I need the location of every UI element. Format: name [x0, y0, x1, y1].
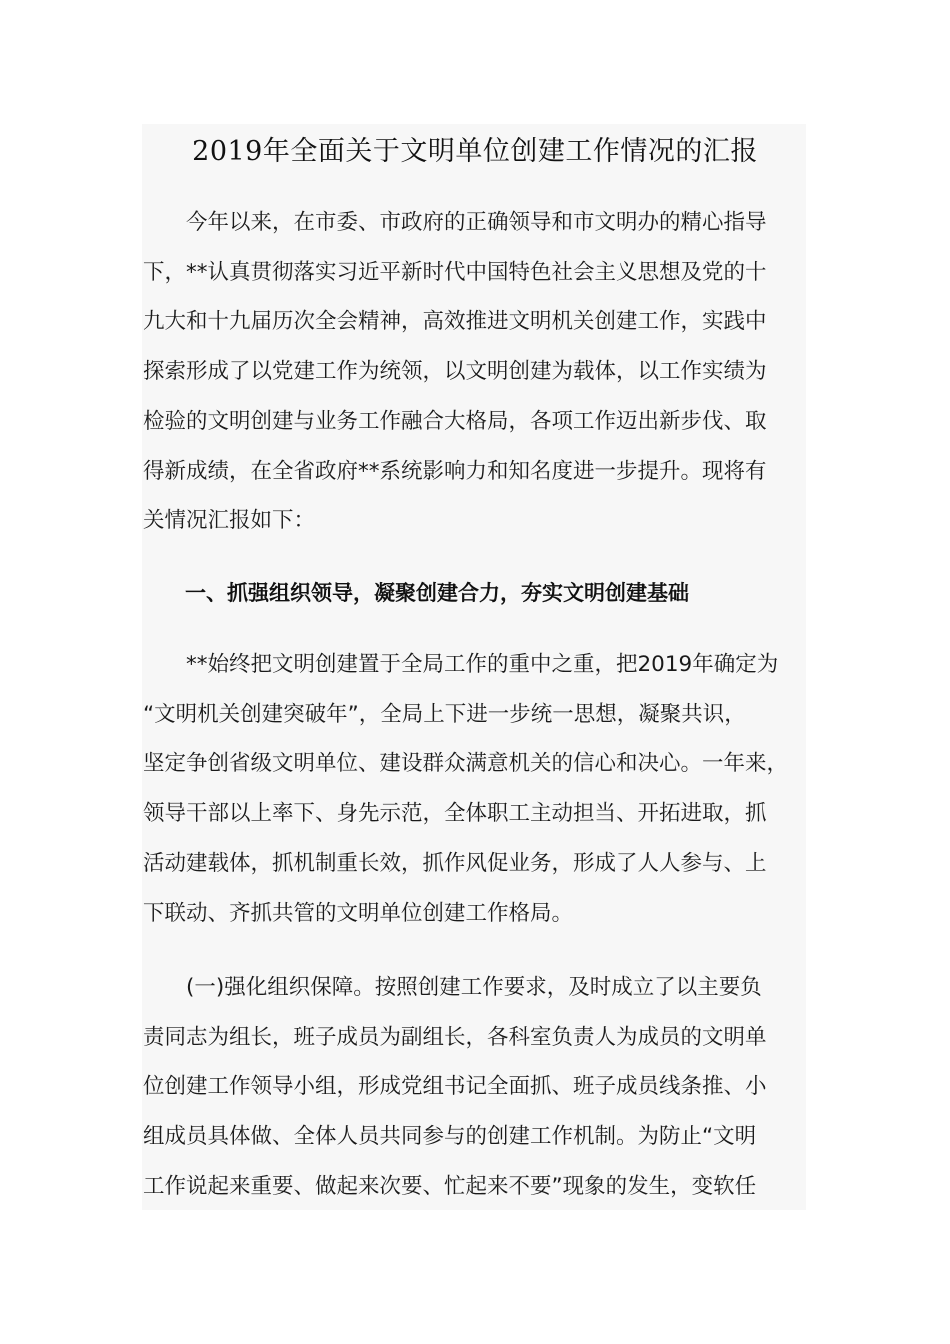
- paragraph-line: 工作说起来重要、做起来次要、忙起来不要”现象的发生，变软任: [143, 1173, 757, 1199]
- paragraph-line: 下，**认真贯彻落实习近平新时代中国特色社会主义思想及党的十: [143, 259, 767, 285]
- paragraph-line: 位创建工作领导小组，形成党组书记全面抓、班子成员线条推、小: [143, 1074, 767, 1100]
- paragraph-line: 领导干部以上率下、身先示范，全体职工主动担当、开拓进取，抓: [143, 801, 767, 827]
- paragraph-line: 活动建载体，抓机制重长效，抓作风促业务，形成了人人参与、上: [143, 850, 767, 876]
- paragraph-line: (一)强化组织保障。按照创建工作要求，及时成立了以主要负: [186, 975, 762, 1000]
- section-paragraph: [143, 640, 808, 938]
- paragraph-line: “文明机关创建突破年”，全局上下进一步统一思想，凝聚共识，: [143, 701, 746, 727]
- paragraph-line: 下联动、齐抓共管的文明单位创建工作格局。: [143, 900, 574, 926]
- paragraph-line: 关情况汇报如下：: [143, 508, 316, 534]
- paragraph-line: 得新成绩，在全省政府**系统影响力和知名度进一步提升。现将有: [143, 458, 767, 484]
- paragraph-line: 检验的文明创建与业务工作融合大格局，各项工作迈出新步伐、取: [143, 408, 767, 434]
- subsection-paragraph: [143, 963, 808, 1212]
- paragraph-line: 责同志为组长，班子成员为副组长，各科室负责人为成员的文明单: [143, 1024, 767, 1050]
- paragraph-line: 探索形成了以党建工作为统领，以文明创建为载体，以工作实绩为: [143, 359, 767, 385]
- paragraph-line: 组成员具体做、全体人员共同参与的创建工作机制。为防止“文明: [143, 1124, 757, 1150]
- paragraph-line: 九大和十九届历次全会精神，高效推进文明机关创建工作，实践中: [143, 309, 767, 335]
- intro-paragraph: [143, 198, 808, 546]
- paragraph-line: **始终把文明创建置于全局工作的重中之重，把2019年确定为: [186, 652, 779, 677]
- section-heading: 一、抓强组织领导，凝聚创建合力，夯实文明创建基础: [185, 581, 689, 605]
- document-title: 2019年全面关于文明单位创建工作情况的汇报: [192, 136, 758, 167]
- paragraph-line: 坚定争创省级文明单位、建设群众满意机关的信心和决心。一年来，: [143, 751, 789, 777]
- paragraph-line: 今年以来，在市委、市政府的正确领导和市文明办的精心指导: [186, 210, 767, 235]
